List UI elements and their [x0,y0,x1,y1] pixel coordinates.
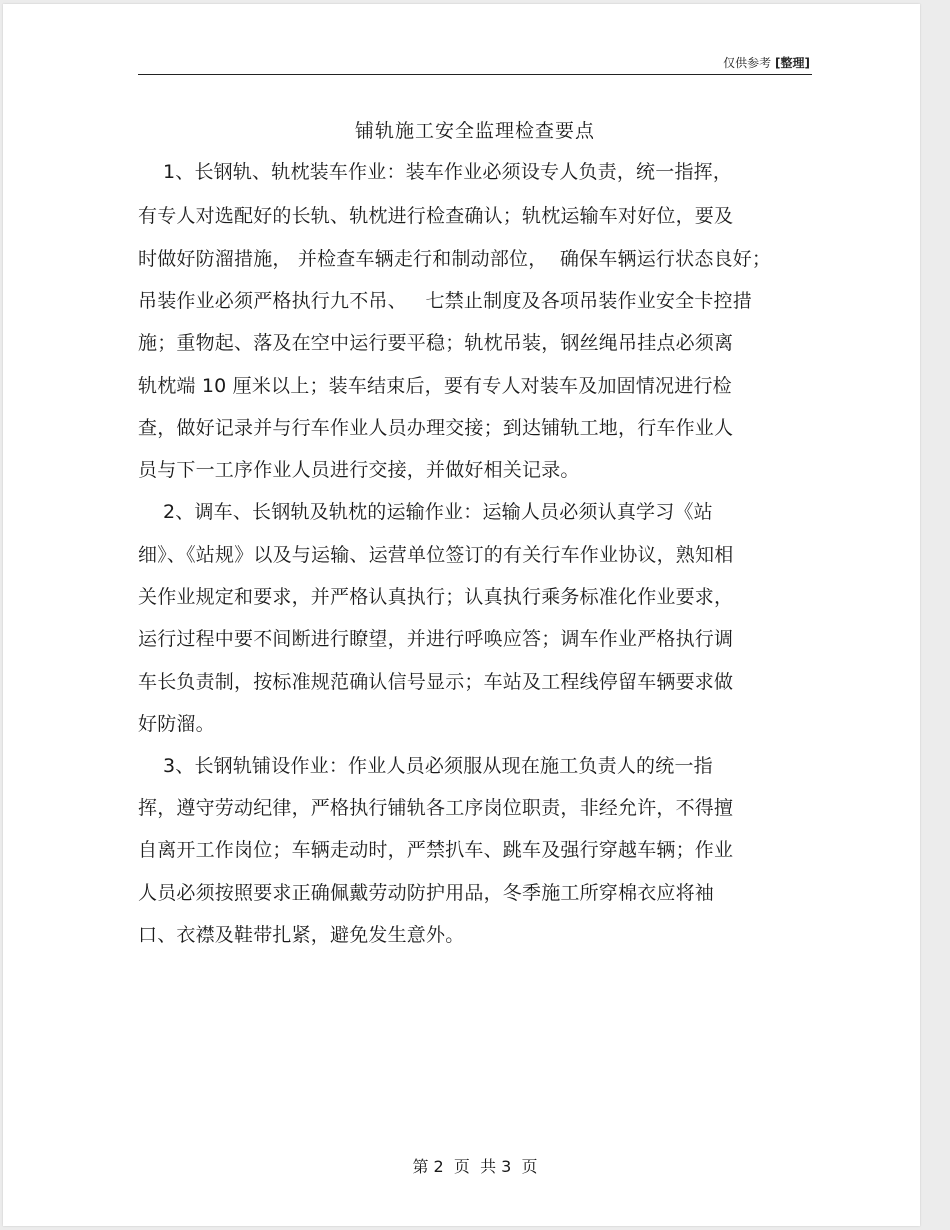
paragraph-line: 施；重物起、落及在空中运行要平稳；轨枕吊装，钢丝绳吊挂点必须离 [138,332,734,354]
paragraph-line: 吊装作业必须严格执行九不吊、 七禁止制度及各项吊装作业安全卡控措 [138,290,752,312]
paragraph-line: 查，做好记录并与行车作业人员办理交接；到达铺轨工地，行车作业人 [138,417,734,439]
header-note-text: 仅供参考 [723,56,772,70]
paragraph-line: 时做好防溜措施， 并检查车辆走行和制动部位， 确保车辆运行状态良好； [138,248,772,270]
paragraph-line: 车长负责制，按标准规范确认信号显示；车站及工程线停留车辆要求做 [138,671,734,693]
header-note [680,54,810,71]
header-bracket-label: [整理] [775,56,810,70]
paragraph-line: 员与下一工序作业人员进行交接，并做好相关记录。 [138,459,580,481]
paragraph-line: 细》、《站规》以及与运输、运营单位签订的有关行车作业协议，熟知相 [138,544,734,566]
document-title: 铺轨施工安全监理检查要点 [354,120,595,142]
paragraph-line: 自离开工作岗位；车辆走动时，严禁扒车、跳车及强行穿越车辆；作业 [138,839,734,861]
paragraph-line: 人员必须按照要求正确佩戴劳动防护用品，冬季施工所穿棉衣应将袖 [138,882,715,904]
paragraph-line: 口、衣襟及鞋带扎紧，避免发生意外。 [138,924,465,946]
header-rule [138,74,812,75]
paragraph-line: 好防溜。 [138,713,215,735]
paragraph-line: 有专人对选配好的长轨、轨枕进行检查确认；轨枕运输车对好位，要及 [138,205,734,227]
paragraph-line: 关作业规定和要求，并严格认真执行；认真执行乘务标准化作业要求， [138,586,734,608]
document-page [3,4,920,1226]
paragraph-line: 挥，遵守劳动纪律，严格执行铺轨各工序岗位职责，非经允许，不得擅 [138,797,734,819]
paragraph-line: 轨枕端 10 厘米以上；装车结束后，要有专人对装车及加固情况进行检 [138,375,732,397]
paragraph-line: 1、长钢轨、轨枕装车作业：装车作业必须设专人负责，统一指挥， [138,161,733,183]
paragraph-line: 2、调车、长钢轨及轨枕的运输作业：运输人员必须认真学习《站 [138,501,713,523]
paragraph-line: 运行过程中要不间断进行瞭望，并进行呼唤应答；调车作业严格执行调 [138,628,734,650]
paragraph-line: 3、长钢轨铺设作业：作业人员必须服从现在施工负责人的统一指 [138,755,713,777]
page-number-footer: 第 2 页 共 3 页 [412,1157,538,1176]
